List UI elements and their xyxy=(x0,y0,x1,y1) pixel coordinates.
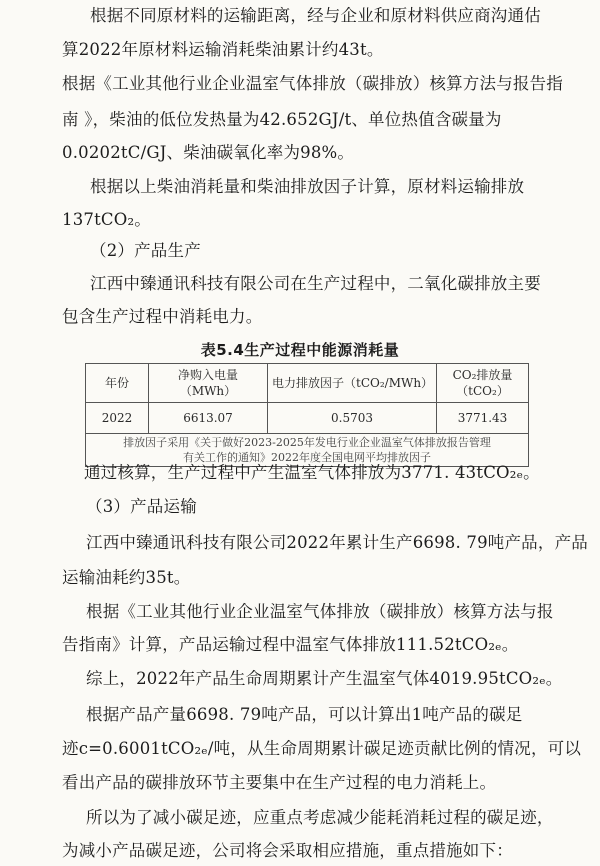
paragraph-guideline-line-3: 0.0202tC/GJ、柴油碳氧化率为98%。 xyxy=(62,143,355,162)
table-row xyxy=(86,403,529,434)
header-emission-factor: 电力排放因子（tCO₂/MWh） xyxy=(268,364,437,403)
paragraph-calc-line-2: 137tCO₂。 xyxy=(62,210,151,229)
table-note-line-1: 排放因子采用《关于做好2023-2025年发电行业企业温室气体排放报告管理 xyxy=(123,436,491,449)
table-caption: 表5.4生产过程中能源消耗量 xyxy=(200,341,400,359)
section-heading-production: （2）产品生产 xyxy=(90,241,201,260)
paragraph-production-line-1: 江西中臻通讯科技有限公司在生产过程中，二氧化碳排放主要 xyxy=(90,274,541,293)
cell-emission-factor: 0.5703 xyxy=(268,403,437,434)
cell-purchased-power: 6613.07 xyxy=(149,403,268,434)
paragraph-calc-line-1: 根据以上柴油消耗量和柴油排放因子计算，原材料运输排放 xyxy=(90,177,525,196)
table-note-line-2: 有关工作的通知》2022年度全国电网平均排放因子 xyxy=(183,451,431,464)
paragraph-footprint-line-2: 迹c=0.6001tCO₂ₑ/吨，从生命周期累计碳足迹贡献比例的情况，可以 xyxy=(62,739,582,758)
header-year: 年份 xyxy=(86,364,149,403)
paragraph-transport-line-2: 运输油耗约35t。 xyxy=(62,568,191,587)
paragraph-guideline-line-1: 根据《工业其他行业企业温室气体排放（碳排放）核算方法与报告指 xyxy=(62,74,563,93)
paragraph-footprint-line-3: 看出产品的碳排放环节主要集中在生产过程的电力消耗上。 xyxy=(62,773,497,792)
header-co2-emission: CO₂排放量（tCO₂） xyxy=(437,364,529,403)
header-purchased-power: 净购入电量（MWh） xyxy=(149,364,268,403)
paragraph-raw-material-line-1: 根据不同原材料的运输距离，经与企业和原材料供应商沟通估 xyxy=(90,6,541,25)
table-header-row xyxy=(86,364,529,403)
cell-year: 2022 xyxy=(86,403,149,434)
table-note-row xyxy=(86,434,529,467)
paragraph-guideline-line-2: 南 》，柴油的低位发热量为42.652GJ/t、单位热值含碳量为 xyxy=(62,110,502,129)
paragraph-raw-material-line-2: 算2022年原材料运输消耗柴油累计约43t。 xyxy=(62,40,384,59)
paragraph-transport-calc-line-2: 告指南》计算，产品运输过程中温室气体排放111.52tCO₂ₑ。 xyxy=(62,635,519,654)
paragraph-measures-line-2: 为减小产品碳足迹，公司将会采取相应措施，重点措施如下： xyxy=(62,841,513,860)
section-heading-transport: （3）产品运输 xyxy=(86,497,197,516)
paragraph-footprint-line-1: 根据产品产量6698. 79吨产品，可以计算出1吨产品的碳足 xyxy=(86,705,523,724)
paragraph-transport-calc-line-1: 根据《工业其他行业企业温室气体排放（碳排放）核算方法与报 xyxy=(86,602,554,621)
paragraph-production-result: 通过核算，生产过程中产生温室气体排放为3771. 43tCO₂ₑ。 xyxy=(84,463,540,482)
paragraph-total: 综上，2022年产品生命周期累计产生温室气体4019.95tCO₂ₑ。 xyxy=(86,669,563,688)
energy-consumption-table xyxy=(85,363,529,467)
paragraph-transport-line-1: 江西中臻通讯科技有限公司2022年累计生产6698. 79吨产品，产品 xyxy=(86,533,588,552)
paragraph-production-line-2: 包含生产过程中消耗电力。 xyxy=(62,307,263,326)
cell-co2-emission: 3771.43 xyxy=(437,403,529,434)
paragraph-measures-line-1: 所以为了减小碳足迹，应重点考虑减少能耗消耗过程的碳足迹， xyxy=(86,808,554,827)
table-note xyxy=(86,434,529,467)
